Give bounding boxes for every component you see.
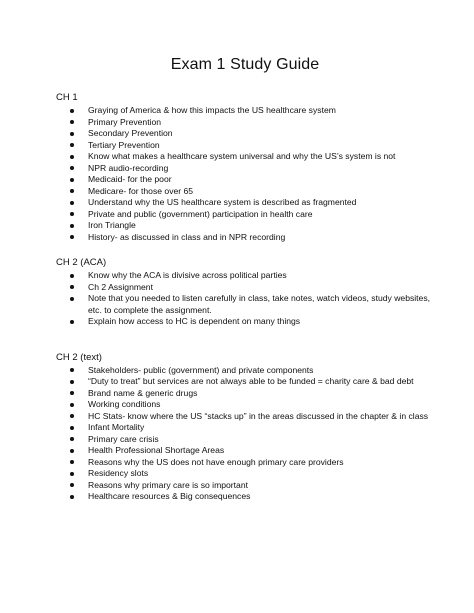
list-item-text: Stakeholders- public (government) and private components [88, 364, 314, 375]
list-item [70, 117, 434, 129]
list-item-text: Tertiary Prevention [88, 139, 160, 150]
list-item-text: Brand name & generic drugs [88, 387, 198, 398]
bullet-icon [70, 472, 74, 476]
bullet-icon [70, 143, 74, 147]
section-heading: CH 1 [56, 92, 78, 103]
list-item-text: Healthcare resources & Big consequences [88, 491, 251, 501]
page-title: Exam 1 Study Guide [170, 56, 320, 73]
list-item [70, 293, 434, 316]
list-item-text: HC Stats- know where the US “stacks up” in the areas discussed in the chapter & in class [88, 410, 429, 421]
bullet-icon [70, 414, 74, 418]
list-item-text: Reasons why the US does not have enough primary care providers [88, 456, 344, 467]
list-item [70, 388, 434, 400]
bullet-icon [70, 178, 74, 182]
list-item [70, 480, 434, 492]
list-item [70, 399, 434, 411]
list-item-text: Know what makes a healthcare system universal and why the US’s system is not [88, 151, 396, 161]
list-item-text: Know why the ACA is divisive across political parties [88, 270, 287, 280]
list-item-text: Private and public (government) participation in health care [88, 208, 313, 219]
list-item-text: Working conditions [88, 399, 161, 409]
list-item [70, 220, 434, 232]
list-item-text: Primary Prevention [88, 116, 162, 127]
bullet-icon [70, 201, 74, 205]
list-item [70, 197, 434, 209]
list-item-text: Understand why the US healthcare system is described as fragmented [88, 197, 357, 207]
list-item-text: Iron Triangle [88, 220, 136, 230]
list-item-text: Health Professional Shortage Areas [88, 445, 225, 455]
bullet-icon [70, 449, 74, 453]
list-item [70, 376, 434, 388]
list-item [70, 174, 434, 186]
list-item [70, 445, 434, 457]
list-item [70, 270, 434, 282]
list-item-text: Medicaid- for the poor [88, 174, 172, 184]
list-item [70, 232, 434, 244]
list-item-text: Residency slots [88, 468, 149, 478]
list-item [70, 209, 434, 221]
bullet-icon [70, 426, 74, 430]
list-item [70, 151, 434, 163]
list-item [70, 186, 434, 198]
list-item-text: Ch 2 Assignment [88, 281, 153, 292]
list-item [70, 140, 434, 152]
list-item [70, 422, 434, 434]
bullet-icon [70, 403, 74, 407]
section-ch1 [56, 92, 434, 243]
section-ch2-aca [56, 257, 434, 328]
list-item [70, 365, 434, 377]
list-item-text: NPR audio-recording [88, 162, 169, 173]
bullet-icon [70, 224, 74, 228]
bullet-list [56, 365, 434, 503]
bullet-icon [70, 297, 74, 301]
list-item-text: Reasons why primary care is so important [88, 479, 248, 490]
section-heading: CH 2 (text) [56, 351, 102, 363]
bullet-icon [70, 155, 74, 159]
bullet-icon [70, 380, 74, 384]
list-item [70, 491, 434, 503]
list-item-text: Note that you needed to listen carefully in class, take notes, watch videos, study websites, etc. to complete the assignment. [88, 293, 431, 315]
list-item [70, 316, 434, 328]
list-item-text: Medicare- for those over 65 [88, 185, 194, 196]
list-item [70, 282, 434, 294]
list-item [70, 163, 434, 175]
bullet-icon [70, 132, 74, 136]
section-ch2-text [56, 352, 434, 503]
bullet-icon [70, 120, 74, 124]
bullet-icon [70, 235, 74, 239]
bullet-icon [70, 166, 74, 170]
list-item [70, 128, 434, 140]
bullet-list [56, 105, 434, 243]
list-item [70, 434, 434, 446]
list-item-text: Explain how access to HC is dependent on many things [88, 316, 301, 326]
bullet-icon [70, 368, 74, 372]
list-item-text: Primary care crisis [88, 433, 159, 444]
list-item [70, 105, 434, 117]
list-item [70, 457, 434, 469]
bullet-icon [70, 189, 74, 193]
bullet-icon [70, 391, 74, 395]
bullet-icon [70, 460, 74, 464]
bullet-icon [70, 109, 74, 113]
bullet-list [56, 270, 434, 328]
list-item-text: Infant Mortality [88, 422, 145, 432]
list-item-text: Secondary Prevention [88, 128, 173, 138]
bullet-icon [70, 437, 74, 441]
bullet-icon [70, 212, 74, 216]
bullet-icon [70, 320, 74, 324]
section-heading: CH 2 (ACA) [56, 257, 107, 268]
list-item [70, 411, 434, 423]
list-item-text: History- as discussed in class and in NPR recording [88, 231, 286, 242]
bullet-icon [70, 483, 74, 487]
bullet-icon [70, 495, 74, 499]
list-item-text: “Duty to treat” but services are not always able to be funded = charity care & bad debt [88, 376, 414, 386]
bullet-icon [70, 274, 74, 278]
bullet-icon [70, 285, 74, 289]
list-item [70, 468, 434, 480]
list-item-text: Graying of America & how this impacts the US healthcare system [88, 105, 336, 115]
